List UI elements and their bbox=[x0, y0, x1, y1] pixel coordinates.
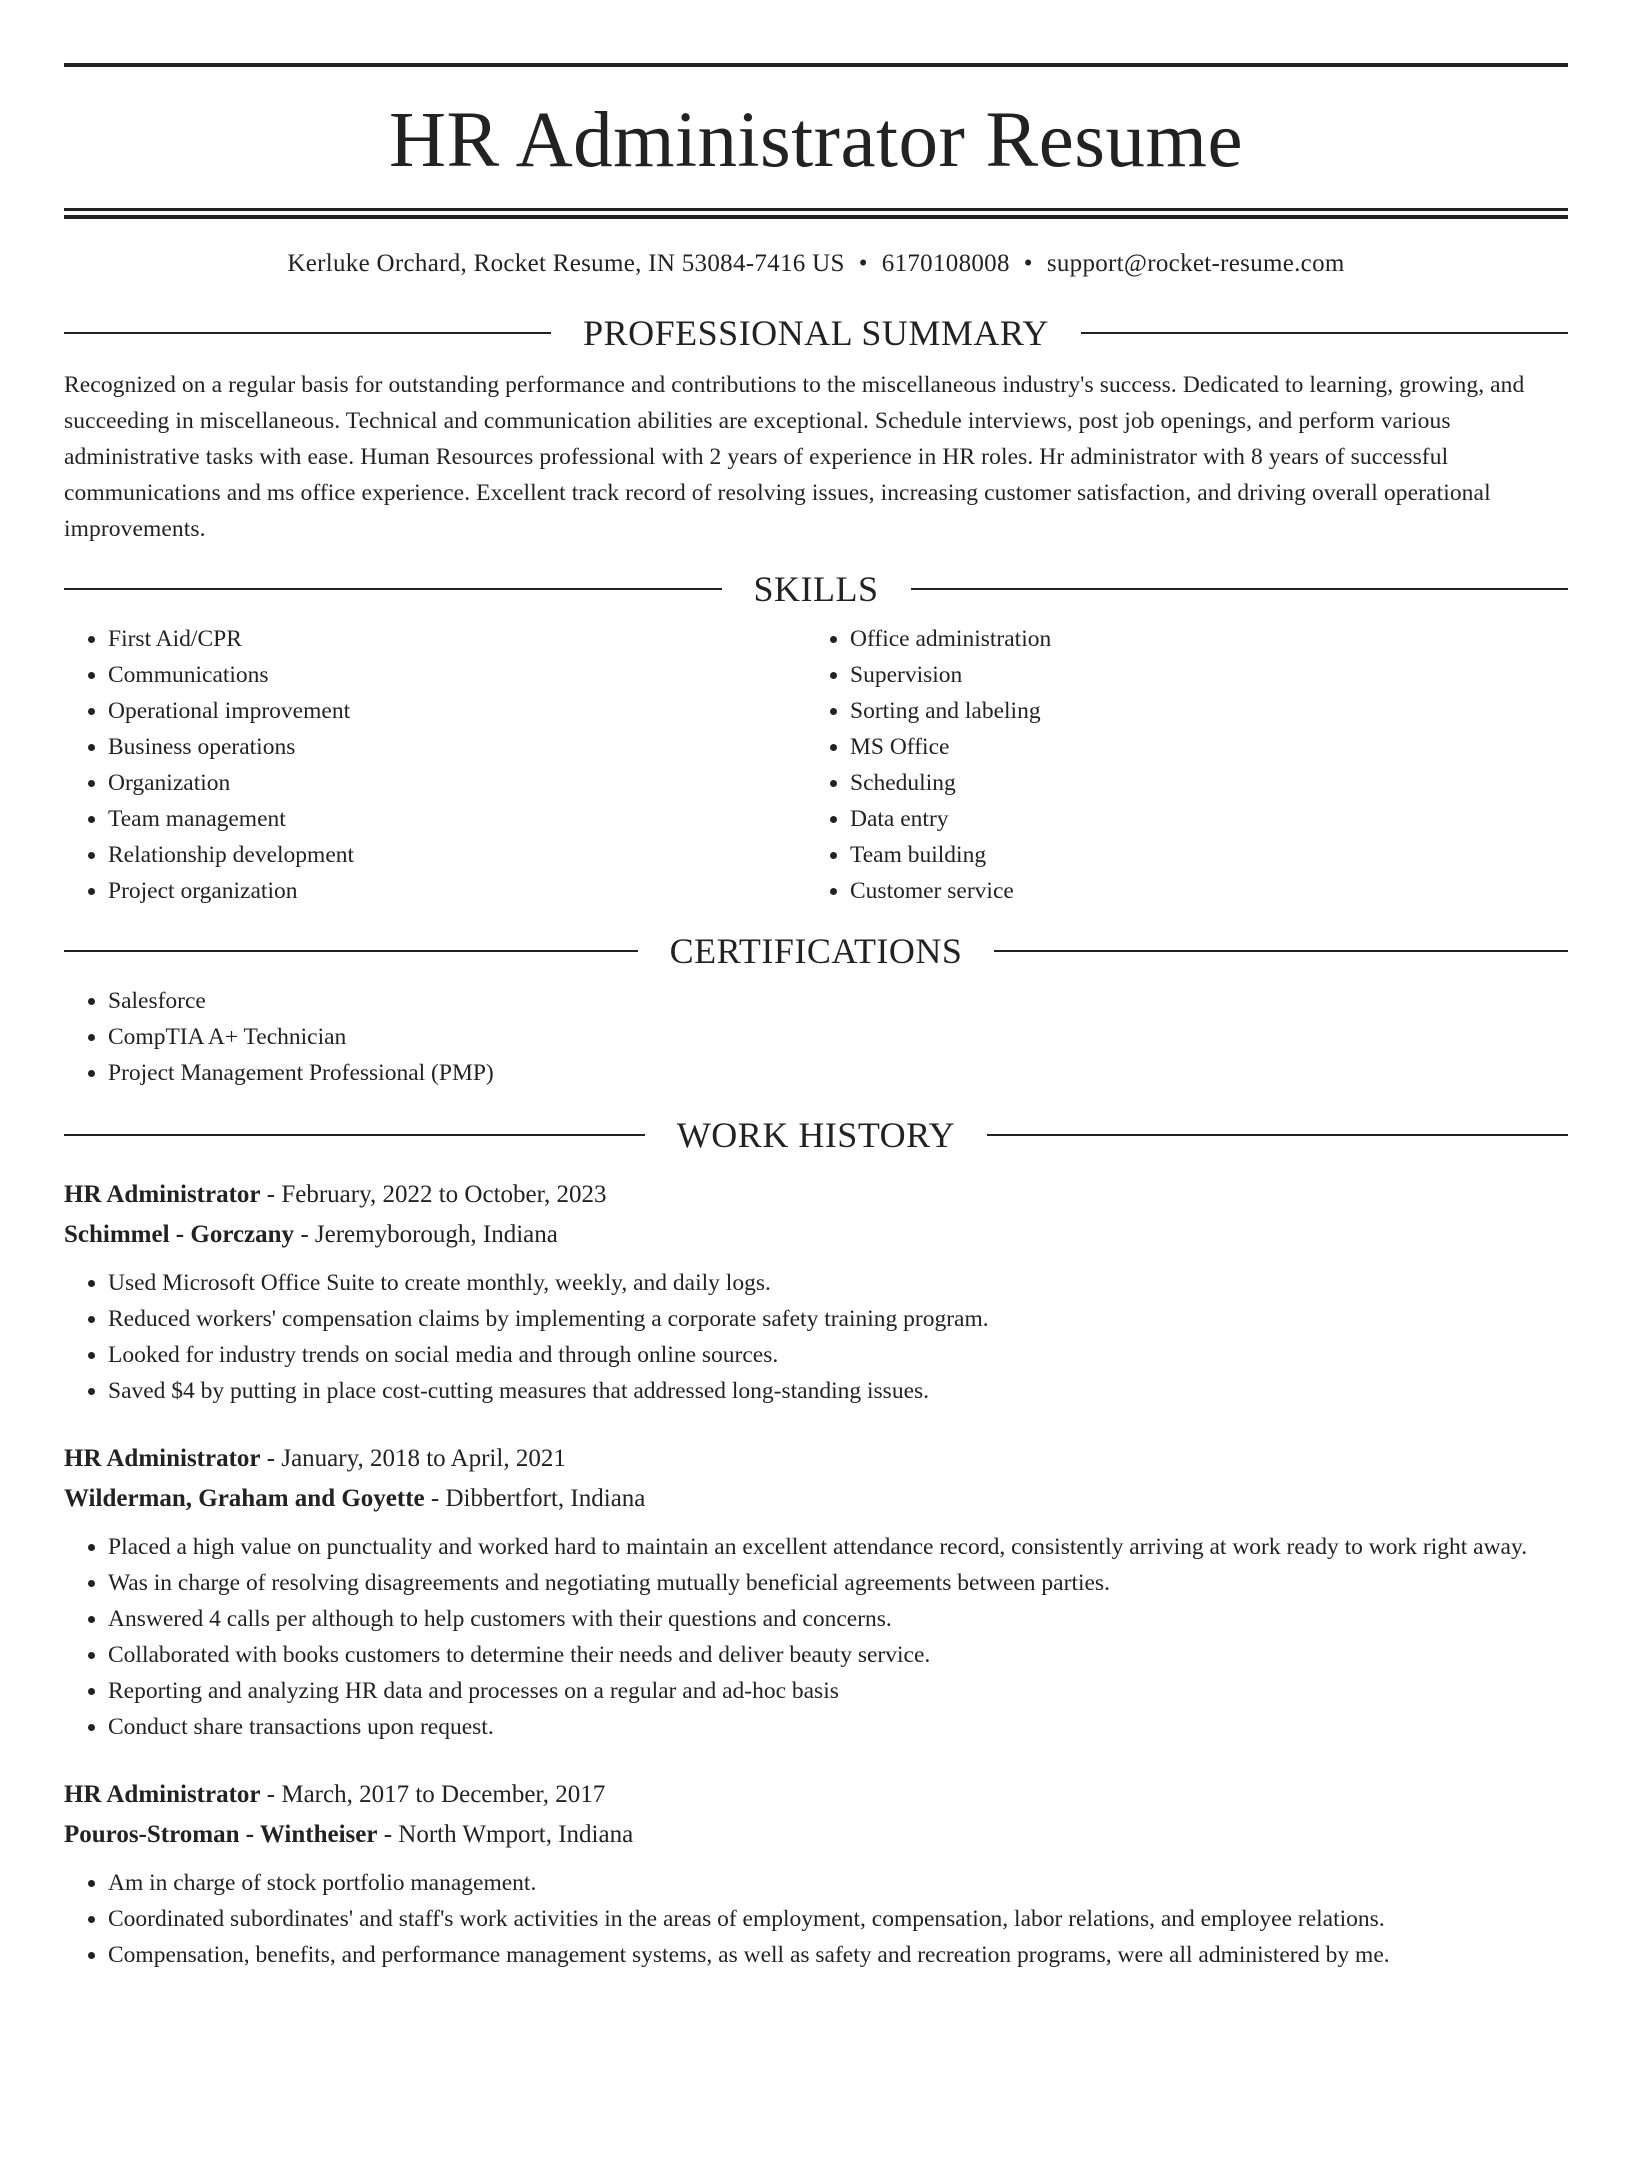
heading-rule-right bbox=[1081, 332, 1568, 334]
job-bullet: • Coordinated subordinates' and staff's work activities in the areas of employment, compensation, labor relations, and employee relations. bbox=[108, 1901, 1568, 1937]
heading-rule-left bbox=[64, 332, 551, 334]
skill-item: • Data entry bbox=[850, 801, 1548, 837]
skill-item: • Supervision bbox=[850, 657, 1548, 693]
job-location: - North Wmport, Indiana bbox=[377, 1821, 634, 1848]
skills-column-left bbox=[64, 621, 806, 909]
job-title-line bbox=[64, 1439, 1568, 1479]
skill-item: • Relationship development bbox=[108, 837, 806, 873]
heading-rule-left bbox=[64, 1134, 645, 1136]
contact-separator: • bbox=[858, 250, 868, 277]
job-bullet: • Collaborated with books customers to determine their needs and deliver beauty service. bbox=[108, 1637, 1568, 1673]
title-double-rule bbox=[64, 208, 1568, 219]
job-company-line bbox=[64, 1479, 1568, 1519]
section-title-summary: PROFESSIONAL SUMMARY bbox=[583, 313, 1049, 353]
job-bullet: • Am in charge of stock portfolio management. bbox=[108, 1865, 1568, 1901]
section-title-certifications: CERTIFICATIONS bbox=[669, 931, 963, 971]
job-location: - Jeremyborough, Indiana bbox=[294, 1221, 558, 1248]
job-dates: - March, 2017 to December, 2017 bbox=[260, 1781, 606, 1808]
job-location: - Dibbertfort, Indiana bbox=[424, 1485, 646, 1512]
skills-list-right bbox=[806, 621, 1548, 909]
skill-item: • Operational improvement bbox=[108, 693, 806, 729]
job-bullet: • Conduct share transactions upon request. bbox=[108, 1709, 1568, 1745]
job-bullet: • Looked for industry trends on social media and through online sources. bbox=[108, 1337, 1568, 1373]
job-title: HR Administrator bbox=[64, 1181, 261, 1208]
section-title-skills: SKILLS bbox=[753, 569, 879, 609]
job-bullets bbox=[64, 1529, 1568, 1745]
job-bullets bbox=[64, 1865, 1568, 1973]
section-heading-certifications bbox=[64, 929, 1568, 973]
heading-rule-right bbox=[994, 950, 1568, 952]
skill-item: • Office administration bbox=[850, 621, 1548, 657]
skill-item: • Communications bbox=[108, 657, 806, 693]
job-bullet: • Used Microsoft Office Suite to create monthly, weekly, and daily logs. bbox=[108, 1265, 1568, 1301]
section-heading-work bbox=[64, 1113, 1568, 1157]
job-dates: - January, 2018 to April, 2021 bbox=[260, 1445, 566, 1472]
job-company-line bbox=[64, 1815, 1568, 1855]
job-title-line bbox=[64, 1775, 1568, 1815]
job-title: HR Administrator bbox=[64, 1781, 261, 1808]
skill-item: • Sorting and labeling bbox=[850, 693, 1548, 729]
job-bullet: • Reporting and analyzing HR data and processes on a regular and ad-hoc basis bbox=[108, 1673, 1568, 1709]
certification-item: • CompTIA A+ Technician bbox=[108, 1019, 1568, 1055]
resume-page bbox=[0, 63, 1632, 2175]
job-entry bbox=[64, 1175, 1568, 1409]
job-company: Schimmel - Gorczany bbox=[64, 1221, 295, 1248]
job-entry bbox=[64, 1439, 1568, 1745]
certification-item: • Project Management Professional (PMP) bbox=[108, 1055, 1568, 1091]
skills-columns bbox=[64, 621, 1568, 909]
skill-item: • Project organization bbox=[108, 873, 806, 909]
job-company-line bbox=[64, 1215, 1568, 1255]
job-bullet: • Reduced workers' compensation claims by implementing a corporate safety training program. bbox=[108, 1301, 1568, 1337]
job-bullet: • Answered 4 calls per although to help customers with their questions and concerns. bbox=[108, 1601, 1568, 1637]
job-bullet: • Compensation, benefits, and performance management systems, as well as safety and recreation programs, were all administered by me. bbox=[108, 1937, 1568, 1973]
section-title-work: WORK HISTORY bbox=[676, 1115, 956, 1155]
job-bullet: • Saved $4 by putting in place cost-cutting measures that addressed long-standing issues. bbox=[108, 1373, 1568, 1409]
heading-rule-left bbox=[64, 950, 638, 952]
section-heading-skills bbox=[64, 567, 1568, 611]
skill-item: • Team building bbox=[850, 837, 1548, 873]
skill-item: • Organization bbox=[108, 765, 806, 801]
skill-item: • Customer service bbox=[850, 873, 1548, 909]
summary-text: Recognized on a regular basis for outstanding performance and contributions to the miscellaneous industry's success. Dedicated to learning, growing, and succeeding in miscellaneous. Technical and communication abilities are exceptional. Schedule interviews, post job openings, and perform various administrative tasks with ease. Human Resources professional with 2 years of experience in HR roles. Hr administrator with 8 years of successful communications and ms office experience. Excellent track record of resolving issues, increasing customer satisfaction, and driving overall operational improvements. bbox=[64, 372, 1525, 542]
job-entry bbox=[64, 1775, 1568, 1973]
job-title: HR Administrator bbox=[64, 1445, 261, 1472]
job-company: Wilderman, Graham and Goyette bbox=[64, 1485, 425, 1512]
section-heading-summary bbox=[64, 311, 1568, 355]
skill-item: • Team management bbox=[108, 801, 806, 837]
contact-phone[interactable]: 6170108008 bbox=[881, 250, 1010, 277]
skill-item: • Scheduling bbox=[850, 765, 1548, 801]
skill-item: • First Aid/CPR bbox=[108, 621, 806, 657]
skill-item: • Business operations bbox=[108, 729, 806, 765]
heading-rule-right bbox=[987, 1134, 1568, 1136]
job-bullets bbox=[64, 1265, 1568, 1409]
job-dates: - February, 2022 to October, 2023 bbox=[260, 1181, 607, 1208]
job-bullet: • Placed a high value on punctuality and worked hard to maintain an excellent attendance record, consistently arriving at work ready to work right away. bbox=[108, 1529, 1568, 1565]
heading-rule-left bbox=[64, 588, 722, 590]
skills-column-right bbox=[806, 621, 1548, 909]
heading-rule-right bbox=[911, 588, 1569, 590]
certifications-list bbox=[64, 983, 1568, 1091]
contact-line bbox=[64, 249, 1568, 279]
page-title: HR Administrator Resume bbox=[388, 97, 1244, 184]
contact-address: Kerluke Orchard, Rocket Resume, IN 53084-7416 US bbox=[287, 250, 845, 277]
job-bullet: • Was in charge of resolving disagreements and negotiating mutually beneficial agreements between parties. bbox=[108, 1565, 1568, 1601]
job-company: Pouros-Stroman - Wintheiser bbox=[64, 1821, 378, 1848]
contact-separator: • bbox=[1023, 250, 1033, 277]
skill-item: • MS Office bbox=[850, 729, 1548, 765]
skills-list-left bbox=[64, 621, 806, 909]
certification-item: • Salesforce bbox=[108, 983, 1568, 1019]
job-title-line bbox=[64, 1175, 1568, 1215]
contact-email[interactable]: support@rocket-resume.com bbox=[1046, 250, 1345, 277]
